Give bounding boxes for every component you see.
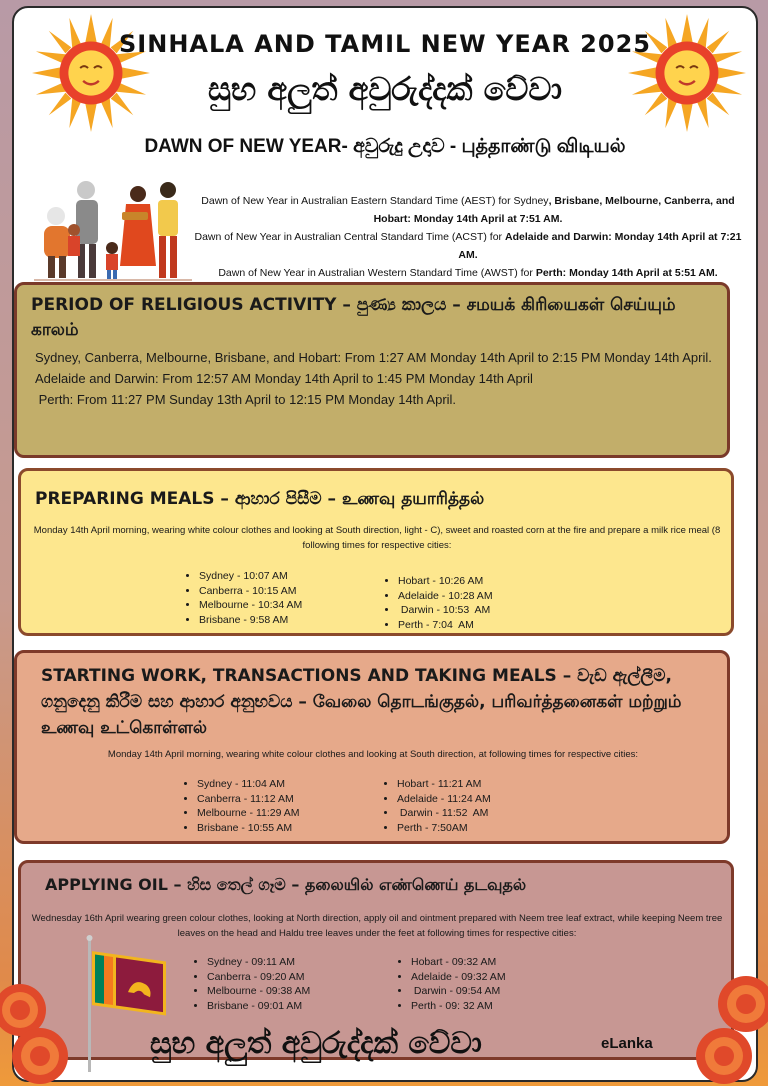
list-item: • Adelaide - 09:32 AM <box>411 970 506 985</box>
oil-heading: APPLYING OIL – හිස තෙල් ගෑම – தலையில் எண்ணெய் தடவுதல் <box>45 875 527 894</box>
list-item: • Melbourne - 09:38 AM <box>207 984 310 999</box>
list-item: • Hobart - 09:32 AM <box>411 955 506 970</box>
work-heading: STARTING WORK, TRANSACTIONS AND TAKING MEALS – වැඩ ඇල්ලීම, ගනුදෙනු කිරීම සහ ආහාර අනුභවය – வேலை தொடங்குதல், பரிவர்த்தனைகள் மற்றும் உணவு உட்கொள்ளல் <box>41 666 682 738</box>
work-description: Monday 14th April morning, wearing white colour clothes and looking at South direction, at following times for respective cities: <box>107 749 639 760</box>
list-item: • Hobart - 10:26 AM <box>398 574 493 589</box>
list-item: • Brisbane - 09:01 AM <box>207 999 310 1014</box>
dawn-line-acst: Dawn of New Year in Australian Central Standard Time (ACST) for Adelaide and Darwin: Monday 14th April at 7:21 AM. <box>194 231 742 261</box>
meals-description: Monday 14th April morning, wearing white colour clothes and looking at South direction, light - C), sweet and roasted corn at the fire and prepare a milk rice meal (8 following times for respective cities: <box>33 525 721 551</box>
list-item: • Adelaide - 11:24 AM <box>397 792 491 807</box>
list-item: • Sydney - 11:04 AM <box>197 777 300 792</box>
list-item: • Sydney - 09:11 AM <box>207 955 310 970</box>
meals-heading: PREPARING MEALS – ආහාර පිසීම – உணவு தயாரித்தல் <box>35 489 485 509</box>
list-item: • Adelaide - 10:28 AM <box>398 589 493 604</box>
brand-label: eLanka <box>601 1035 653 1052</box>
list-item: • Darwin - 10:53 AM <box>398 603 493 618</box>
starting-work-panel <box>14 650 730 844</box>
preparing-meals-panel <box>18 468 734 636</box>
dawn-heading: DAWN OF NEW YEAR- අවුරුදු උදාව - புத்தாண்டு விடியல் <box>144 136 626 157</box>
list-item: • Perth - 09: 32 AM <box>411 999 506 1014</box>
dawn-line-aest: Dawn of New Year in Australian Eastern Standard Time (AEST) for Sydney, Brisbane, Melbourne, Canberra, and Hobart: Monday 14th April at 7:51 AM. <box>201 195 735 225</box>
list-item: • Darwin - 09:54 AM <box>411 984 506 999</box>
list-item: • Hobart - 11:21 AM <box>397 777 491 792</box>
religious-line: Sydney, Canberra, Melbourne, Brisbane, and Hobart: From 1:27 AM Monday 14th April to 2:15 PM Monday 14th April. <box>35 350 712 365</box>
meals-times-right <box>386 574 493 632</box>
oil-times-right <box>399 955 506 1013</box>
poster-title: SINHALA AND TAMIL NEW YEAR 2025 <box>119 30 651 58</box>
religious-line: Perth: From 11:27 PM Sunday 13th April to 12:15 PM Monday 14th April. <box>35 392 457 407</box>
oil-times-left <box>195 955 310 1013</box>
list-item: • Canberra - 09:20 AM <box>207 970 310 985</box>
list-item: • Melbourne - 10:34 AM <box>199 598 302 613</box>
religious-heading: PERIOD OF RELIGIOUS ACTIVITY – පුණ්‍ය කාලය – சமயக் கிரியைகள் செய்யும் காலம் <box>31 295 676 340</box>
swirl-decoration-icon <box>690 970 768 1086</box>
greeting-heading: සුභ අලුත් අවුරුද්දක් වේවා <box>208 70 562 108</box>
religious-line: Adelaide and Darwin: From 12:57 AM Monday 14th April to 1:45 PM Monday 14th April <box>35 371 533 386</box>
work-times-left <box>185 777 300 835</box>
religious-times <box>35 347 725 410</box>
religious-activity-panel <box>14 282 730 458</box>
list-item: • Perth - 7:50AM <box>397 821 491 836</box>
list-item: • Canberra - 10:15 AM <box>199 584 302 599</box>
dawn-line-awst: Dawn of New Year in Australian Western Standard Time (AWST) for Perth: Monday 14th April at 5:51 AM. <box>218 267 718 279</box>
family-illustration <box>26 168 196 284</box>
work-times-right <box>385 777 491 835</box>
list-item: • Brisbane - 9:58 AM <box>199 613 302 628</box>
list-item: • Melbourne - 11:29 AM <box>197 806 300 821</box>
list-item: • Darwin - 11:52 AM <box>397 806 491 821</box>
oil-description: Wednesday 16th April wearing green colour clothes, looking at North direction, apply oil and ointment prepared with Neem tree leaf extract, while keeping Neem tree leaves on the head and Haldu tree leaves under the feet at following times for respective cities: <box>31 913 723 939</box>
list-item: • Canberra - 11:12 AM <box>197 792 300 807</box>
dawn-times <box>190 192 746 282</box>
list-item: • Sydney - 10:07 AM <box>199 569 302 584</box>
footer-greeting: සුභ අලුත් අවුරුද්දක් වේවා <box>150 1026 482 1061</box>
swirl-decoration-icon <box>0 980 70 1086</box>
list-item: • Brisbane - 10:55 AM <box>197 821 300 836</box>
list-item: • Perth - 7:04 AM <box>398 618 493 633</box>
meals-times-left <box>187 569 302 627</box>
